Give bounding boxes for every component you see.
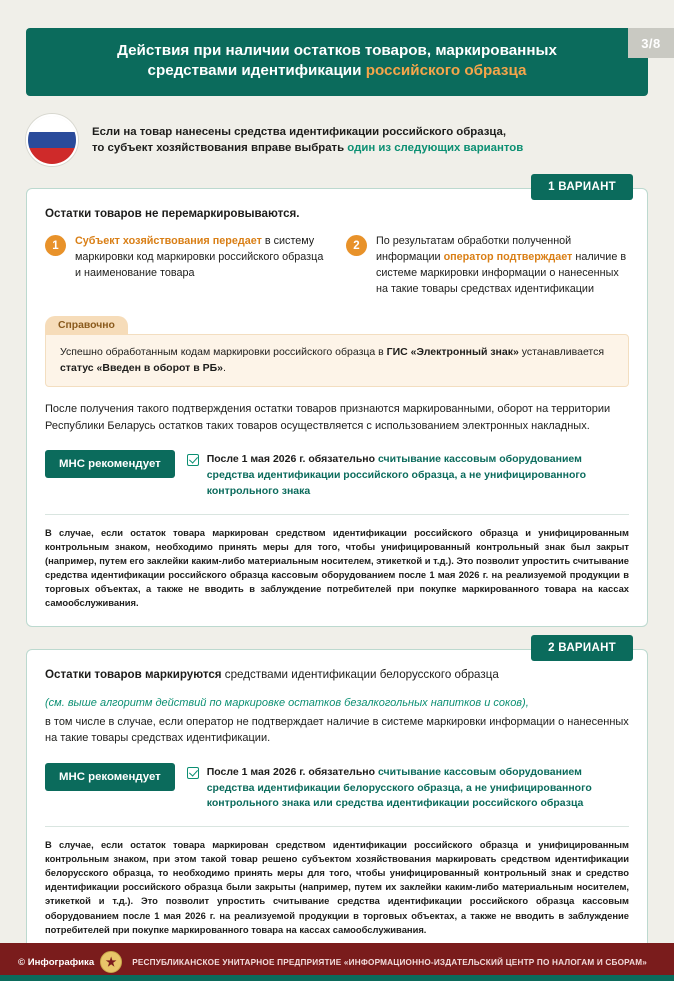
step-accent-text: оператор подтверждает	[443, 251, 573, 264]
page-title-accent: российского образца	[365, 62, 527, 80]
footer-copyright-text: © Инфографика	[18, 956, 95, 968]
note-pre: Успешно обработанным кодам маркировки российского образца в	[60, 345, 387, 358]
checkbox-icon	[187, 767, 199, 779]
variant-1-card	[26, 181, 648, 627]
note-mid: устанавливается	[518, 345, 605, 358]
note-bold-1: ГИС «Электронный знак»	[386, 345, 519, 358]
page-title-line-2-plain: средствами идентификации	[147, 62, 366, 80]
variant-2-lead	[45, 668, 629, 681]
variant-1-recommendation	[45, 450, 629, 499]
intro-line-2-plain: то субъект хозяйствования вправе выбрать	[92, 142, 348, 155]
step-item	[45, 234, 328, 297]
variant-2-italic-text: (см. выше алгоритм действий по маркировке остатков безалкогольных напитков и соков),	[45, 697, 529, 710]
reference-note-tab: Справочно	[45, 316, 128, 335]
step-rest-text: наличие в системе маркировки информации о нанесенных на такие товары средствах идентификации	[376, 251, 627, 296]
mns-recommends-badge: МНС рекомендует	[45, 763, 175, 791]
emblem-icon: ★	[100, 951, 122, 973]
intro-text	[92, 124, 523, 157]
variant-1-fineprint: В случае, если остаток товара маркирован средством идентификации российского образца и унифицированным контрольным знаком, необходимо принять меры для того, чтобы унифицированный контрольный знак был закрыт (например, путем его заклейки каким-либо материальным носителем, этикеткой и т.д.). Это позволит упростить считывание средства идентификации российского образца кассовым оборудованием после 1 мая 2026 г. на реализуемой продукции в торговых объектах, а также не вводить в заблуждение потребителей при покупке маркированного товара на кассах самообслуживания.	[45, 514, 629, 611]
checkbox-icon	[187, 454, 199, 466]
recommendation-rest: считывание кассовым оборудованием средства идентификации российского образца, а не унифицированного контрольного знака	[206, 453, 587, 497]
step-pre-text: По результатам обработки полученной информации	[376, 235, 572, 264]
variant-2-card	[26, 642, 648, 954]
step-number: 1	[45, 235, 66, 256]
intro-line-1: Если на товар нанесены средства идентификации российского образца,	[92, 125, 507, 138]
recommendation-text	[207, 452, 629, 499]
footer-accent-bar	[0, 975, 674, 981]
variant-2-tab: 2 ВАРИАНТ	[531, 635, 633, 661]
step-accent-text: Субъект хозяйствования передает	[75, 235, 262, 248]
variant-2-lead-bold: Остатки товаров маркируются	[45, 668, 222, 682]
recommendation-text	[207, 765, 629, 812]
variant-2-fineprint: В случае, если остаток товара маркирован средством идентификации российского образца и унифицированным контрольным знаком, при этом такой товар решено субъектом хозяйствования маркировать средством идентификации белорусского образца, то необходимо принять меры для того, чтобы унифицированный контрольный знак и средство идентификации российского образца были закрыты (например, путем их заклейки каким-либо материальным носителем, этикеткой и т.д.). Это позволит упростить считывание средства идентификации российского образца кассовым оборудованием после 1 мая 2026 г. на реализуемой продукции в торговых объектах, а также не вводить в заблуждение потребителей при покупке маркированного товара на кассах самообслуживания.	[45, 826, 629, 937]
recommendation-bold: После 1 мая 2026 г. обязательно	[206, 453, 376, 466]
variant-1-paragraph: После получения такого подтверждения остатки товаров признаются маркированными, оборот на территории Республики Беларусь остатков таких товаров осуществляется с использованием электронных накладных.	[45, 403, 611, 432]
note-end: .	[222, 361, 226, 374]
step-rest-text: в систему маркировки код маркировки российского образца и наименование товара	[75, 235, 324, 280]
reference-note	[45, 314, 629, 388]
page-title-banner	[26, 28, 648, 96]
footer-organization: РЕСПУБЛИКАНСКОЕ УНИТАРНОЕ ПРЕДПРИЯТИЕ «ИНФОРМАЦИОННО-ИЗДАТЕЛЬСКИЙ ЦЕНТР ПО НАЛОГАМ И СБОРАМ»	[132, 957, 647, 967]
variant-1-steps	[45, 234, 629, 297]
variant-2-recommendation	[45, 763, 629, 812]
recommendation-bold: После 1 мая 2026 г. обязательно	[206, 765, 376, 778]
note-bold-2: статус «Введен в оборот в РБ»	[60, 361, 223, 374]
intro-line-2	[92, 140, 523, 157]
recommendation-rest: считывание кассовым оборудованием средства идентификации белорусского образца, а не унифицированного контрольного знака или средства идентификации российского образца	[206, 765, 592, 810]
variant-2-italic-note	[45, 695, 629, 712]
russia-flag-icon	[26, 114, 78, 166]
intro-line-2-accent: один из следующих вариантов	[347, 142, 524, 155]
mns-recommends-badge: МНС рекомендует	[45, 450, 175, 478]
recommendation-body	[187, 450, 629, 499]
variant-1-lead: Остатки товаров не перемаркировываются.	[45, 207, 300, 221]
page-footer	[0, 943, 674, 981]
page-title-line-2	[52, 61, 622, 81]
page-title-line-1: Действия при наличии остатков товаров, маркированных	[117, 42, 557, 59]
variant-1-tab: 1 ВАРИАНТ	[531, 174, 633, 200]
footer-left	[18, 951, 122, 973]
step-text	[376, 234, 629, 297]
step-item	[346, 234, 629, 297]
variant-2-rest: в том числе в случае, если оператор не подтверждает наличие в системе маркировки информации о нанесенных на такие товары средствах идентификации.	[45, 715, 629, 745]
step-text	[75, 234, 328, 297]
variant-2-lead-rest: средствами идентификации белорусского образца	[221, 668, 499, 682]
recommendation-body	[187, 763, 629, 812]
step-number: 2	[346, 235, 367, 256]
page-number-badge: 3/8	[628, 28, 674, 58]
reference-note-body	[45, 334, 629, 388]
intro-block	[26, 114, 648, 166]
